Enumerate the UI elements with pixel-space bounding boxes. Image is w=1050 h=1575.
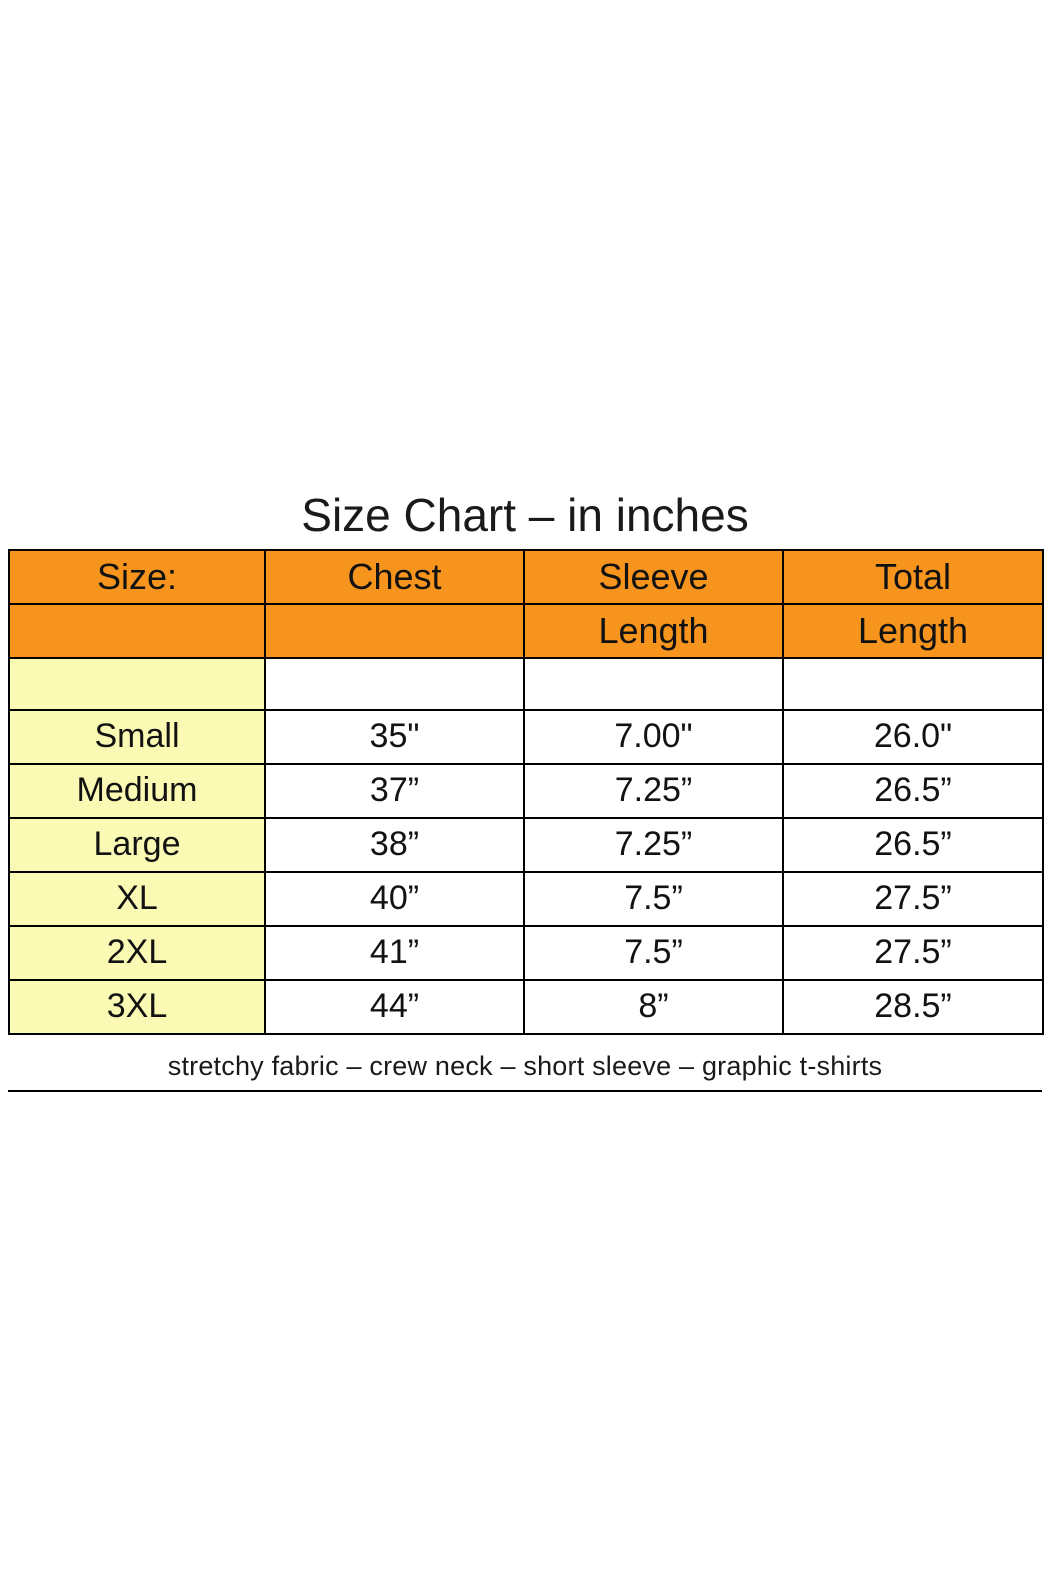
cell-size: 2XL: [9, 926, 265, 980]
cell-sleeve: 7.00": [524, 710, 783, 764]
cell-total: 26.5”: [783, 764, 1043, 818]
cell-sleeve: 7.25”: [524, 764, 783, 818]
cell-sleeve: 7.25”: [524, 818, 783, 872]
cell-size: Large: [9, 818, 265, 872]
column-header-sleeve-line2: Length: [524, 604, 783, 658]
chart-title: Size Chart – in inches: [301, 489, 749, 541]
cell-total: 26.0": [783, 710, 1043, 764]
cell-chest: 35": [265, 710, 524, 764]
bottom-divider: [8, 1090, 1042, 1092]
table-row: [9, 980, 1043, 1034]
spacer-cell-total: [783, 658, 1043, 710]
spacer-cell-chest: [265, 658, 524, 710]
cell-sleeve: 7.5”: [524, 872, 783, 926]
cell-size: Small: [9, 710, 265, 764]
column-header-sleeve: Sleeve: [524, 550, 783, 604]
table-row: [9, 872, 1043, 926]
cell-chest: 41”: [265, 926, 524, 980]
cell-total: 27.5”: [783, 872, 1043, 926]
spacer-cell-sleeve: [524, 658, 783, 710]
cell-size: XL: [9, 872, 265, 926]
table-spacer-row: [9, 658, 1043, 710]
chart-footnote: stretchy fabric – crew neck – short sleeve – graphic t-shirts: [167, 1050, 883, 1081]
column-header-chest: Chest: [265, 550, 524, 604]
table-row: [9, 818, 1043, 872]
table-row: [9, 710, 1043, 764]
column-header-total: Total: [783, 550, 1043, 604]
cell-chest: 44”: [265, 980, 524, 1034]
column-header-size: Size:: [9, 550, 265, 604]
table-row: [9, 764, 1043, 818]
cell-sleeve: 8”: [524, 980, 783, 1034]
table-row: [9, 926, 1043, 980]
cell-chest: 37”: [265, 764, 524, 818]
cell-total: 28.5”: [783, 980, 1043, 1034]
cell-total: 26.5”: [783, 818, 1043, 872]
cell-size: 3XL: [9, 980, 265, 1034]
cell-chest: 38”: [265, 818, 524, 872]
column-header-chest-line2: [265, 604, 524, 658]
column-header-total-line2: Length: [783, 604, 1043, 658]
cell-size: Medium: [9, 764, 265, 818]
spacer-cell-size: [9, 658, 265, 710]
column-header-size-line2: [9, 604, 265, 658]
cell-sleeve: 7.5”: [524, 926, 783, 980]
table-header-row-1: [9, 550, 1043, 604]
table-header-row-2: [9, 604, 1043, 658]
cell-total: 27.5”: [783, 926, 1043, 980]
cell-chest: 40”: [265, 872, 524, 926]
size-chart-table: [8, 549, 1044, 1035]
size-chart: [8, 490, 1042, 1092]
